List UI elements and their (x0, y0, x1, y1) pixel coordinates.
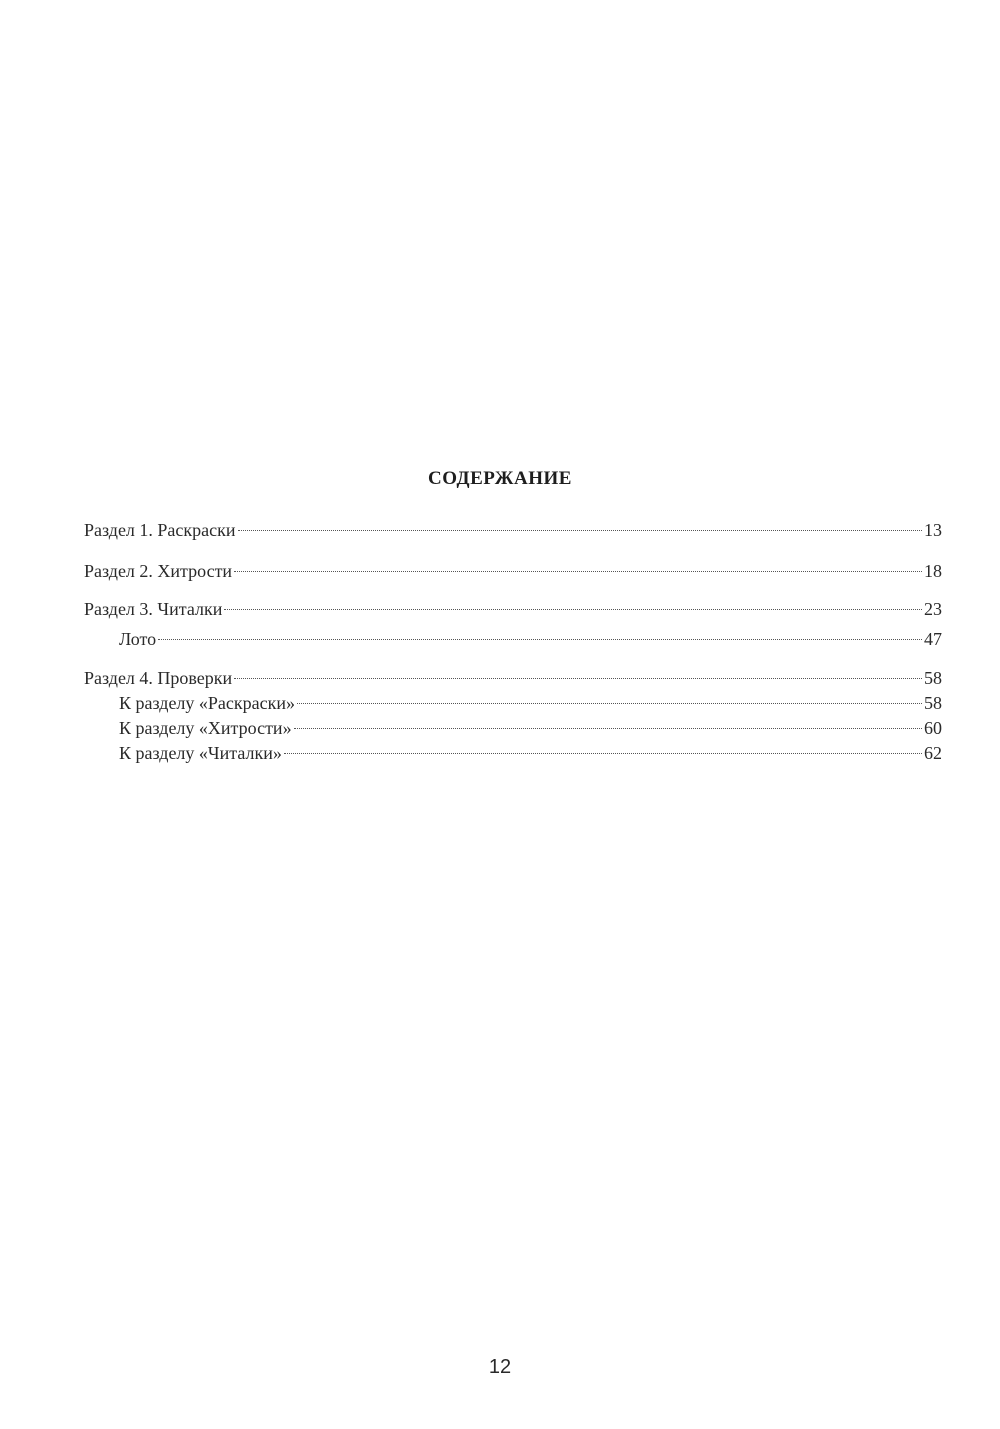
page-number: 12 (488, 1356, 512, 1378)
toc-entry-answers-hitrosti[interactable] (119, 716, 942, 740)
toc-dot-leader (158, 639, 922, 640)
toc-entry-section-4[interactable] (84, 666, 942, 690)
toc-dot-leader (224, 609, 922, 610)
toc-dot-leader (234, 678, 922, 679)
toc-entry-label: Раздел 4. Проверки (84, 668, 233, 688)
toc-entry-loto[interactable] (119, 627, 942, 651)
toc-entry-page: 18 (924, 561, 942, 581)
toc-entry-page: 60 (924, 718, 942, 738)
toc-entry-page: 58 (924, 693, 942, 713)
toc-entry-section-1[interactable] (84, 518, 942, 542)
toc-entry-section-3[interactable] (84, 597, 942, 621)
toc-entry-label: Раздел 2. Хитрости (84, 561, 233, 581)
toc-dot-leader (284, 753, 922, 754)
toc-entry-label: К разделу «Читалки» (119, 743, 282, 763)
toc-entry-answers-chitalki[interactable] (119, 741, 942, 765)
toc-dot-leader (238, 530, 922, 531)
toc-dot-leader (294, 728, 922, 729)
toc-entry-page: 13 (924, 520, 942, 540)
toc-entry-page: 47 (924, 629, 942, 649)
toc-entry-answers-raskraski[interactable] (119, 691, 942, 715)
toc-dot-leader (234, 571, 922, 572)
toc-entry-label: Раздел 1. Раскраски (84, 520, 236, 540)
toc-entry-page: 23 (924, 599, 942, 619)
toc-title: СОДЕРЖАНИЕ (428, 468, 572, 489)
toc-entry-section-2[interactable] (84, 559, 942, 583)
toc-dot-leader (297, 703, 922, 704)
toc-entry-label: К разделу «Хитрости» (119, 718, 292, 738)
toc-entry-label: К разделу «Раскраски» (119, 693, 296, 713)
toc-entry-label: Лото (119, 629, 157, 649)
toc-entry-page: 62 (924, 743, 942, 763)
toc-entry-page: 58 (924, 668, 942, 688)
toc-entry-label: Раздел 3. Читалки (84, 599, 223, 619)
